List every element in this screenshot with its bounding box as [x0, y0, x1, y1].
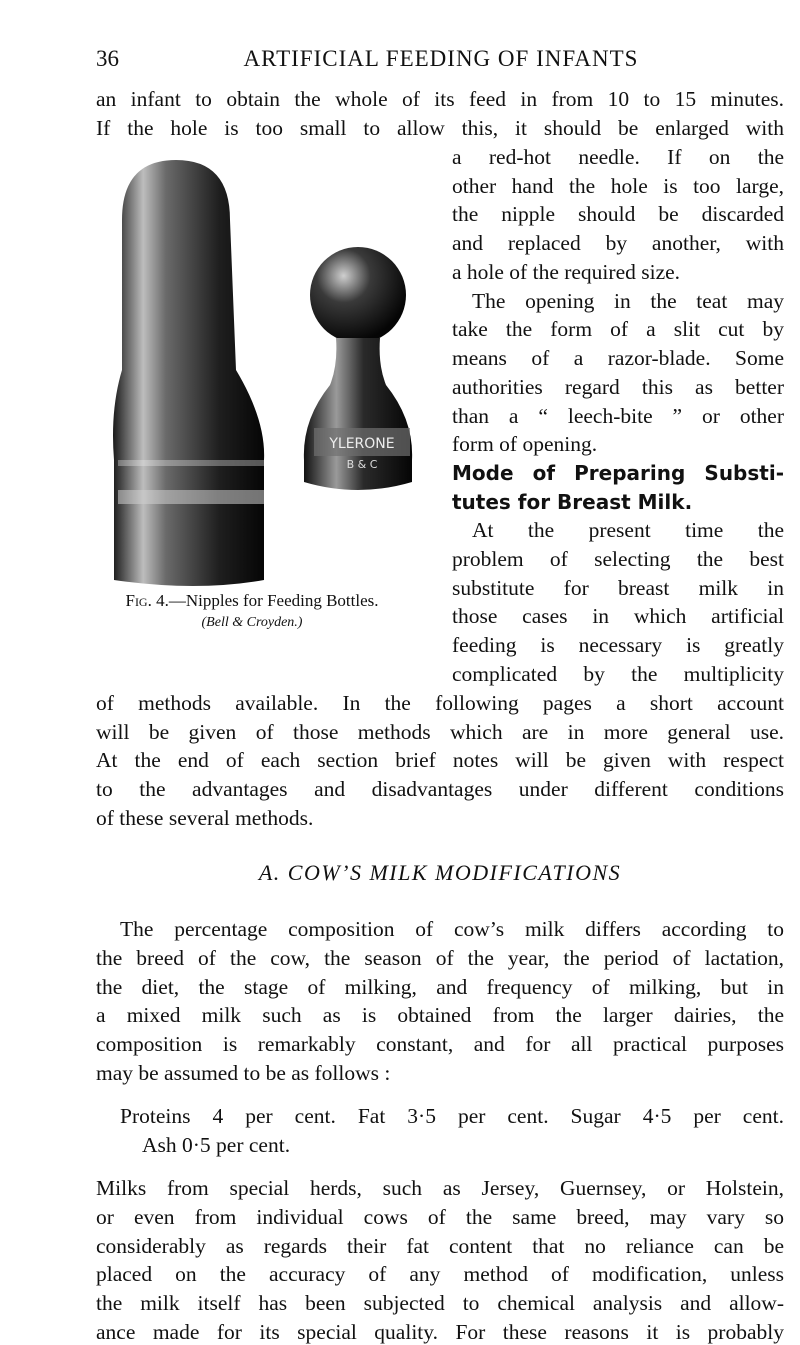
nipple-illustration — [96, 160, 432, 590]
body-line: authorities regard this as better — [452, 375, 784, 399]
body-line: a hole of the required size. — [452, 260, 681, 284]
body-line: a mixed milk such as is obtained from the larger dairies, the — [96, 1003, 784, 1027]
body-line: the nipple should be discarded — [452, 202, 784, 226]
body-line: an infant to obtain the whole of its feed in from 10 to 15 minutes. — [96, 87, 784, 111]
body-line: At the end of each section brief notes will be given with respect — [96, 748, 784, 772]
body-line: At the present time the — [472, 518, 784, 542]
body-line: considerably as regards their fat content that no reliance can be — [96, 1234, 784, 1258]
figure-label: Fig. 4. — [125, 591, 169, 610]
body-line: placed on the accuracy of any method of modification, unless — [96, 1262, 784, 1286]
subheading-line: Mode of Preparing Substi- — [452, 461, 784, 485]
body-line: and replaced by another, with — [452, 231, 784, 255]
body-line: problem of selecting the best — [452, 547, 784, 571]
figure-caption — [62, 590, 442, 634]
stamp-text: B & C — [346, 458, 378, 471]
body-line: feeding is necessary is greatly — [452, 633, 784, 657]
page-number: 36 — [96, 46, 119, 71]
body-line: those cases in which artificial — [452, 604, 784, 628]
page-header — [96, 38, 786, 72]
body-line: the breed of the cow, the season of the year, the period of lactation, — [96, 946, 784, 970]
body-line: a red-hot needle. If on the — [452, 145, 784, 169]
body-line: substitute for breast milk in — [452, 576, 784, 600]
body-line: or even from individual cows of the same breed, may vary so — [96, 1205, 784, 1229]
body-line: may be assumed to be as follows : — [96, 1061, 391, 1085]
running-head: ARTIFICIAL FEEDING OF INFANTS — [243, 46, 639, 71]
body-line: the milk itself has been subjected to chemical analysis and allow- — [96, 1291, 784, 1315]
body-line: composition is remarkably constant, and for all practical purposes — [96, 1032, 784, 1056]
figure-nipples — [96, 160, 432, 590]
body-line: The percentage composition of cow’s milk differs according to — [120, 917, 784, 941]
body-line: If the hole is too small to allow this, it should be enlarged with — [96, 116, 784, 140]
stamp-text: YLERONE — [329, 436, 395, 452]
body-line: take the form of a slit cut by — [452, 317, 784, 341]
body-line: Milks from special herds, such as Jersey, Guernsey, or Holstein, — [96, 1176, 784, 1200]
body-line: form of opening. — [452, 432, 598, 456]
section-heading: A. COW’S MILK MODIFICATIONS — [258, 860, 622, 885]
body-line: the diet, the stage of milking, and frequency of milking, but in — [96, 975, 784, 999]
body-line: ance made for its special quality. For these reasons it is probably — [96, 1320, 784, 1344]
body-line: of methods available. In the following pages a short account — [96, 691, 784, 715]
body-line: will be given of those methods which are in more general use. — [96, 720, 784, 744]
body-line: The opening in the teat may — [472, 289, 784, 313]
body-line: to the advantages and disadvantages under different conditions — [96, 777, 784, 801]
body-line: means of a razor-blade. Some — [452, 346, 784, 370]
body-line: complicated by the multiplicity — [452, 662, 784, 686]
body-line: than a “ leech-bite ” or other — [452, 404, 784, 428]
composition-line: Ash 0·5 per cent. — [142, 1133, 291, 1157]
body-line: other hand the hole is too large, — [452, 174, 784, 198]
body-line: of these several methods. — [96, 806, 314, 830]
figure-caption-text: —Nipples for Feeding Bottles. — [168, 591, 379, 610]
composition-line: Proteins 4 per cent. Fat 3·5 per cent. Sugar 4·5 per cent. — [120, 1104, 784, 1128]
subheading-line: tutes for Breast Milk. — [452, 490, 693, 514]
figure-credit: (Bell & Croyden.) — [201, 615, 303, 630]
